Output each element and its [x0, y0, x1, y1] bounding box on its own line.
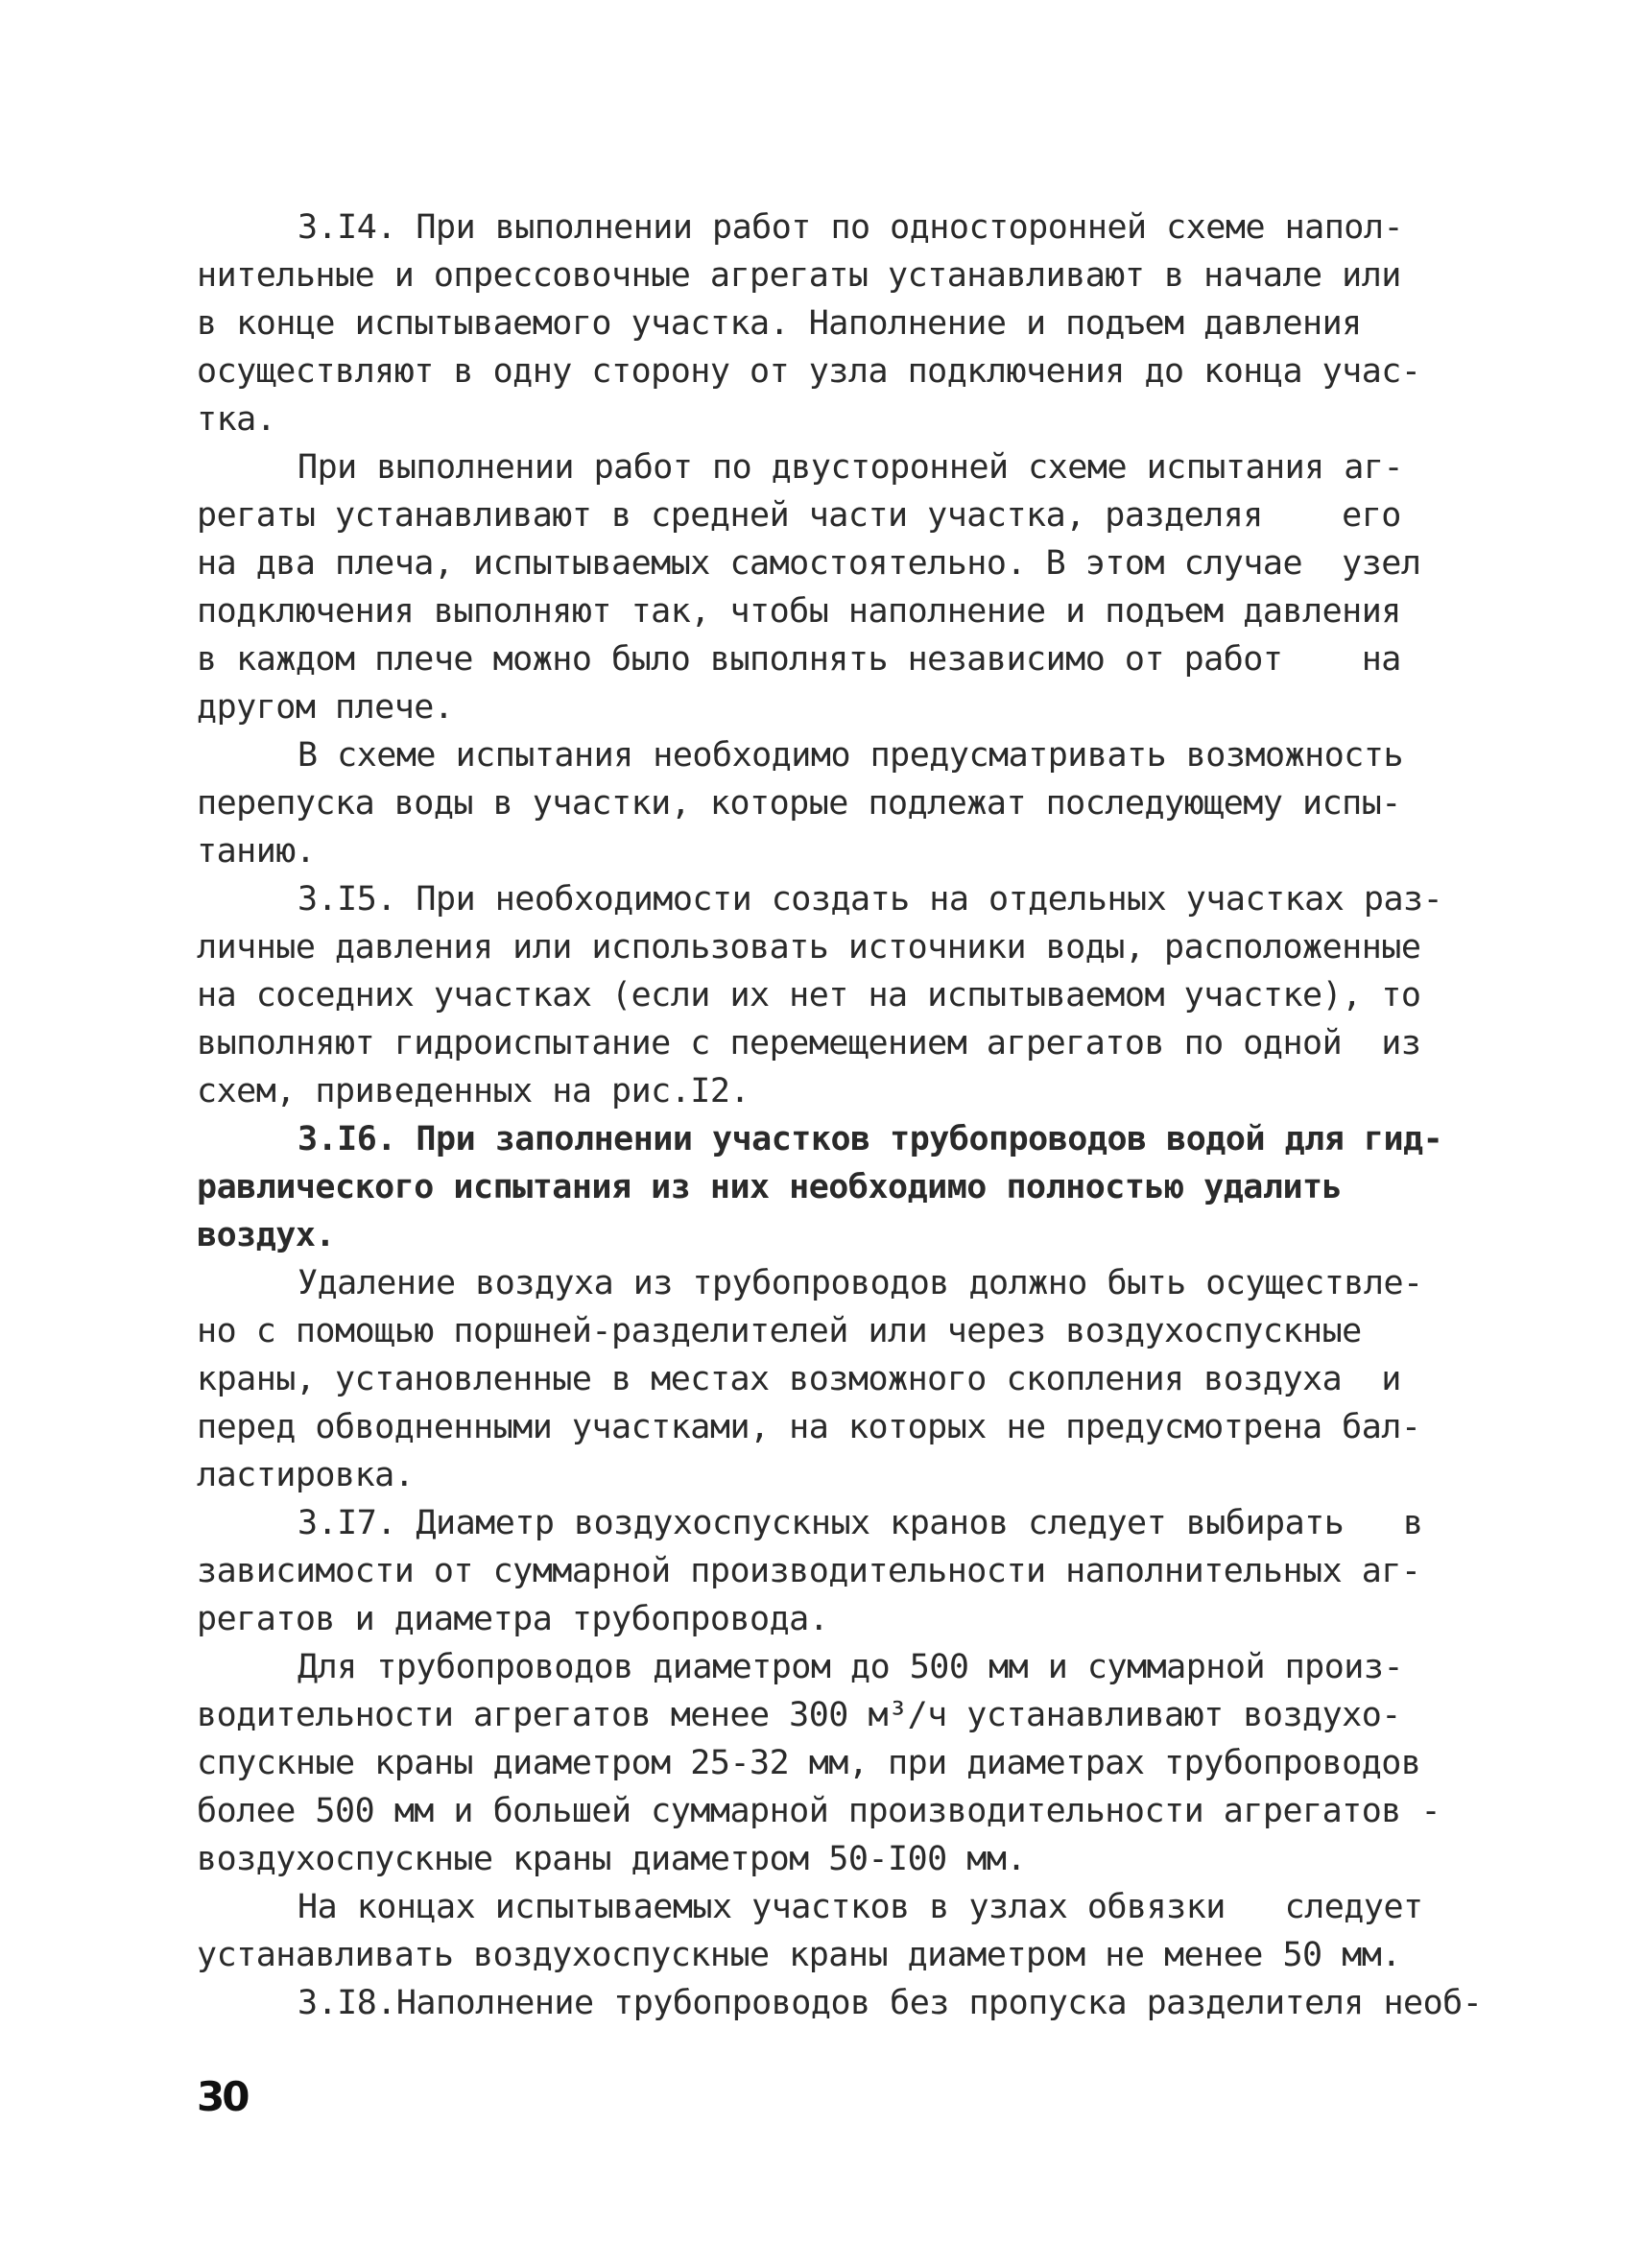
text-line: другом плече.	[197, 688, 454, 727]
text-line: на соседних участках (если их нет на испытываемом участке), то	[197, 976, 1421, 1015]
text-line: регаты устанавливают в средней части участка, разделяя его	[197, 496, 1401, 535]
text-line: В схеме испытания необходимо предусматривать возможность	[298, 736, 1404, 775]
text-line: в конце испытываемого участка. Наполнение и подъем давления	[197, 304, 1362, 343]
text-line: схем, приведенных на рис.I2.	[197, 1072, 750, 1110]
text-line: 3.I6. При заполнении участков трубопроводов водой для гид-	[298, 1120, 1443, 1158]
text-line: личные давления или использовать источники воды, расположенные	[197, 928, 1421, 967]
text-line: При выполнении работ по двусторонней схеме испытания аг-	[298, 448, 1404, 487]
text-line: Для трубопроводов диаметром до 500 мм и суммарной произ-	[298, 1648, 1404, 1686]
text-line: регатов и диаметра трубопровода.	[197, 1600, 829, 1638]
text-line: равлического испытания из них необходимо полностью удалить	[197, 1168, 1343, 1206]
text-line: танию.	[197, 832, 316, 871]
body-text	[197, 203, 1483, 2027]
text-line: На концах испытываемых участков в узлах обвязки следует	[298, 1888, 1423, 1926]
text-line: нительные и опрессовочные агрегаты устанавливают в начале или	[197, 256, 1401, 295]
text-line: но с помощью поршней-разделителей или через воздухоспускные	[197, 1312, 1362, 1350]
text-line: воздух.	[197, 1216, 336, 1254]
text-line: в каждом плече можно было выполнять независимо от работ на	[197, 640, 1401, 679]
text-line: Удаление воздуха из трубопроводов должно быть осуществле-	[298, 1264, 1423, 1302]
text-line: спускные краны диаметром 25-32 мм, при диаметрах трубопроводов	[197, 1744, 1421, 1782]
text-line: перепуска воды в участки, которые подлежат последующему испы-	[197, 784, 1401, 823]
page-number: 30	[197, 2073, 248, 2120]
text-line: осуществляют в одну сторону от узла подключения до конца учас-	[197, 352, 1421, 391]
text-line: 3.I8.Наполнение трубопроводов без пропуска разделителя необ-	[298, 1984, 1483, 2022]
text-line: более 500 мм и большей суммарной производительности агрегатов -	[197, 1792, 1441, 1830]
text-line: водительности агрегатов менее 300 м³/ч устанавливают воздухо-	[197, 1696, 1401, 1734]
text-line: ластировка.	[197, 1456, 415, 1494]
text-line: 3.I5. При необходимости создать на отдельных участках раз-	[298, 880, 1443, 919]
text-line: подключения выполняют так, чтобы наполнение и подъем давления	[197, 592, 1401, 631]
text-line: перед обводненными участками, на которых не предусмотрена бал-	[197, 1408, 1421, 1446]
text-line: 3.I4. При выполнении работ по односторонней схеме напол-	[298, 208, 1404, 247]
text-line: выполняют гидроиспытание с перемещением агрегатов по одной из	[197, 1024, 1421, 1062]
text-line: устанавливать воздухоспускные краны диаметром не менее 50 мм.	[197, 1936, 1401, 1974]
text-line: воздухоспускные краны диаметром 50-I00 мм.	[197, 1840, 1027, 1878]
text-line: на два плеча, испытываемых самостоятельно. В этом случае узел	[197, 544, 1421, 583]
text-line: тка.	[197, 400, 276, 439]
text-line: зависимости от суммарной производительности наполнительных аг-	[197, 1552, 1421, 1590]
text-line: краны, установленные в местах возможного скопления воздуха и	[197, 1360, 1401, 1398]
text-line: 3.I7. Диаметр воздухоспускных кранов следует выбирать в	[298, 1504, 1423, 1542]
